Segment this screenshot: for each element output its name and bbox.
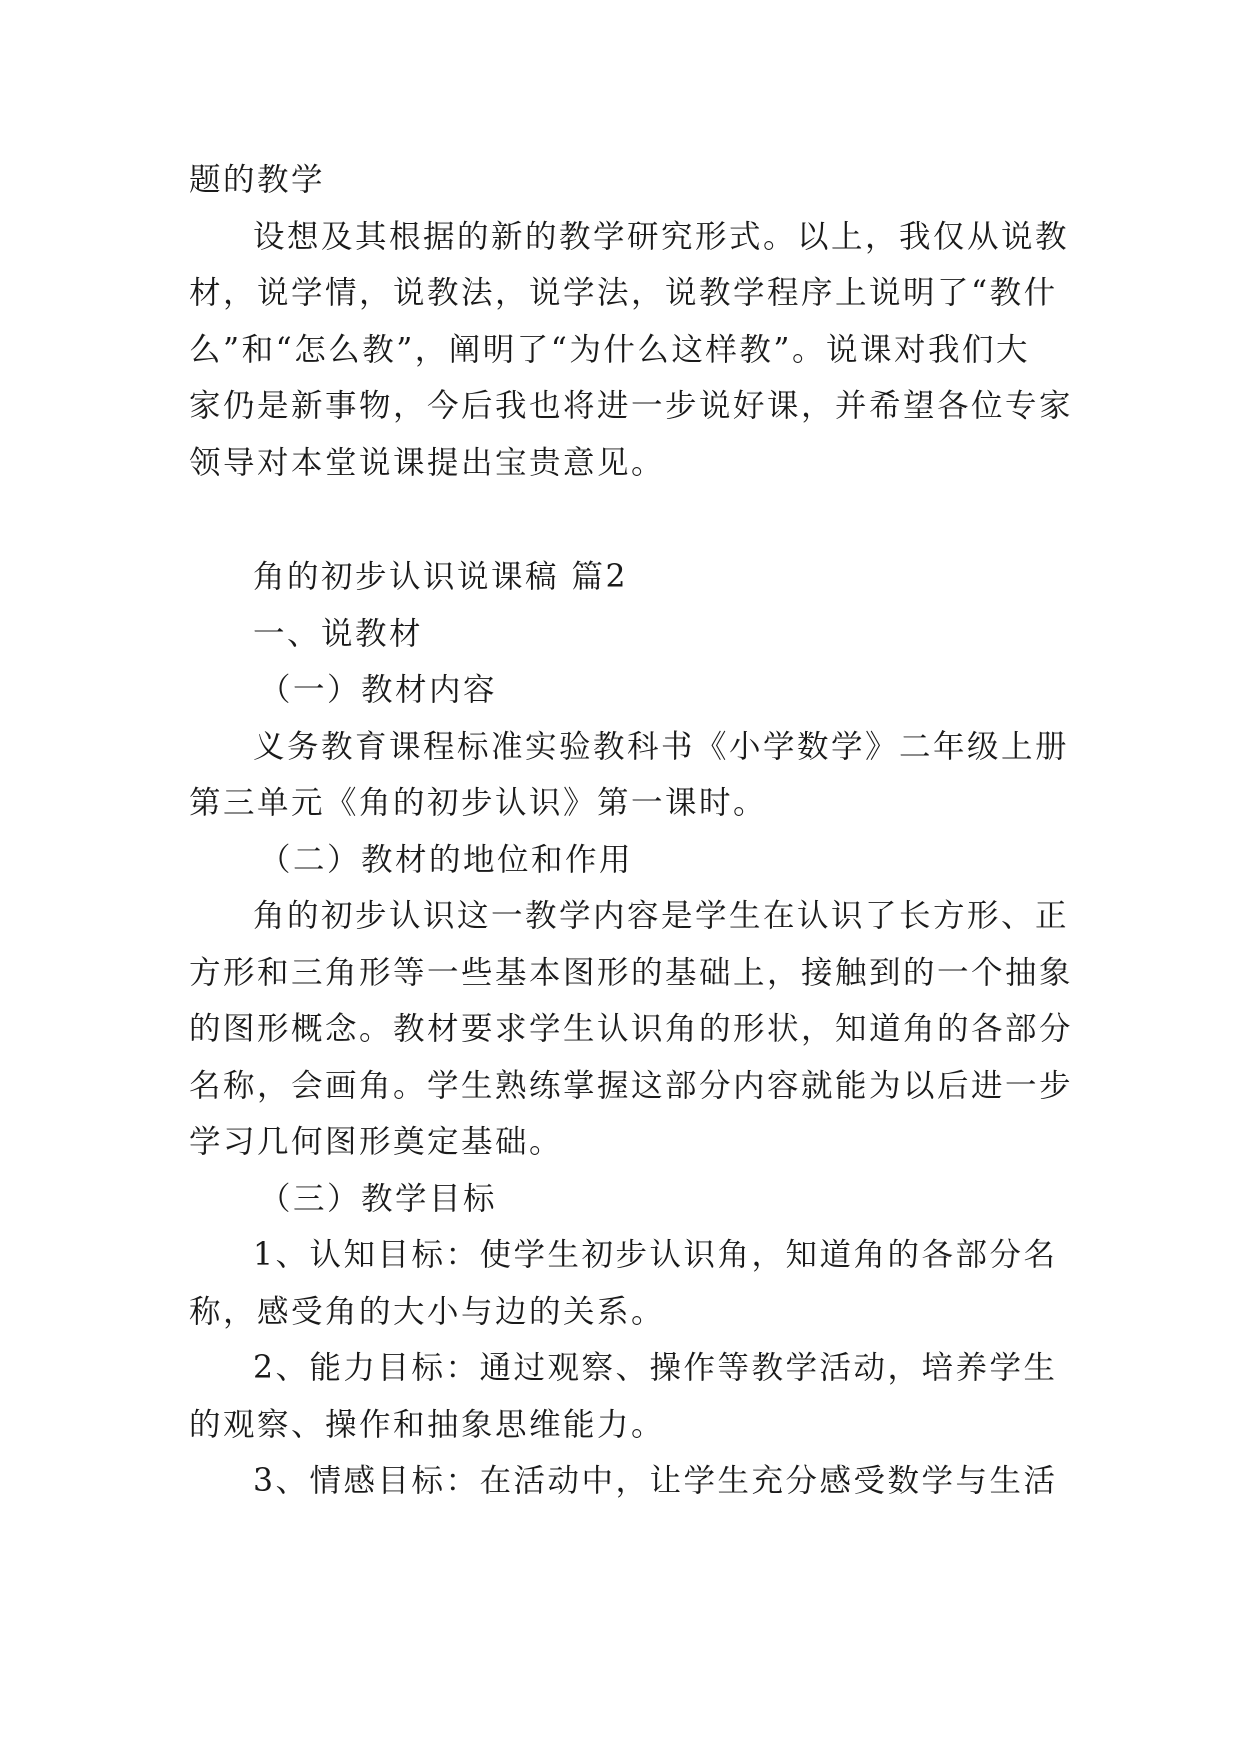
subheading: 一、说教材 xyxy=(253,615,424,652)
text-line: 的图形概念。教材要求学生认识角的形状，知道角的各部分 xyxy=(189,1011,1074,1047)
text-line: 么”和“怎么教”，阐明了“为什么这样教”。说课对我们大 xyxy=(189,331,1031,368)
text-line: 方形和三角形等一些基本图形的基础上，接触到的一个抽象 xyxy=(189,954,1074,991)
text-line: 名称，会画角。学生熟练掌握这部分内容就能为以后进一步 xyxy=(189,1067,1074,1104)
text-line: 第三单元《角的初步认识》第一课时。 xyxy=(189,785,768,821)
text-line: 题的教学 xyxy=(189,162,326,198)
text-line: 义务教育课程标准实验教科书《小学数学》二年级上册 xyxy=(253,728,1070,765)
text-line: 1、认知目标：使学生初步认识角，知道角的各部分名 xyxy=(253,1237,1058,1273)
text-line: 家仍是新事物，今后我也将进一步说好课，并希望各位专家 xyxy=(189,388,1074,424)
subheading: （二）教材的地位和作用 xyxy=(259,841,634,878)
text-line: 设想及其根据的新的教学研究形式。以上，我仅从说教 xyxy=(253,218,1070,255)
text-line: 学习几何图形奠定基础。 xyxy=(189,1124,564,1160)
text-line: 称，感受角的大小与边的关系。 xyxy=(189,1293,666,1330)
subheading: （三）教学目标 xyxy=(259,1180,498,1217)
subheading: （一）教材内容 xyxy=(259,672,498,708)
text-line: 2、能力目标：通过观察、操作等教学活动，培养学生 xyxy=(253,1350,1058,1386)
text-line: 材，说学情，说教法，说学法，说教学程序上说明了“教什 xyxy=(189,275,1058,311)
text-line: 3、情感目标：在活动中，让学生充分感受数学与生活 xyxy=(253,1463,1058,1499)
section-heading: 角的初步认识说课稿 篇2 xyxy=(253,559,629,595)
section-gap xyxy=(189,491,1052,549)
text-line: 的观察、操作和抽象思维能力。 xyxy=(189,1406,666,1443)
text-line: 角的初步认识这一教学内容是学生在认识了长方形、正 xyxy=(253,898,1070,934)
text-line: 领导对本堂说课提出宝贵意见。 xyxy=(189,444,666,481)
